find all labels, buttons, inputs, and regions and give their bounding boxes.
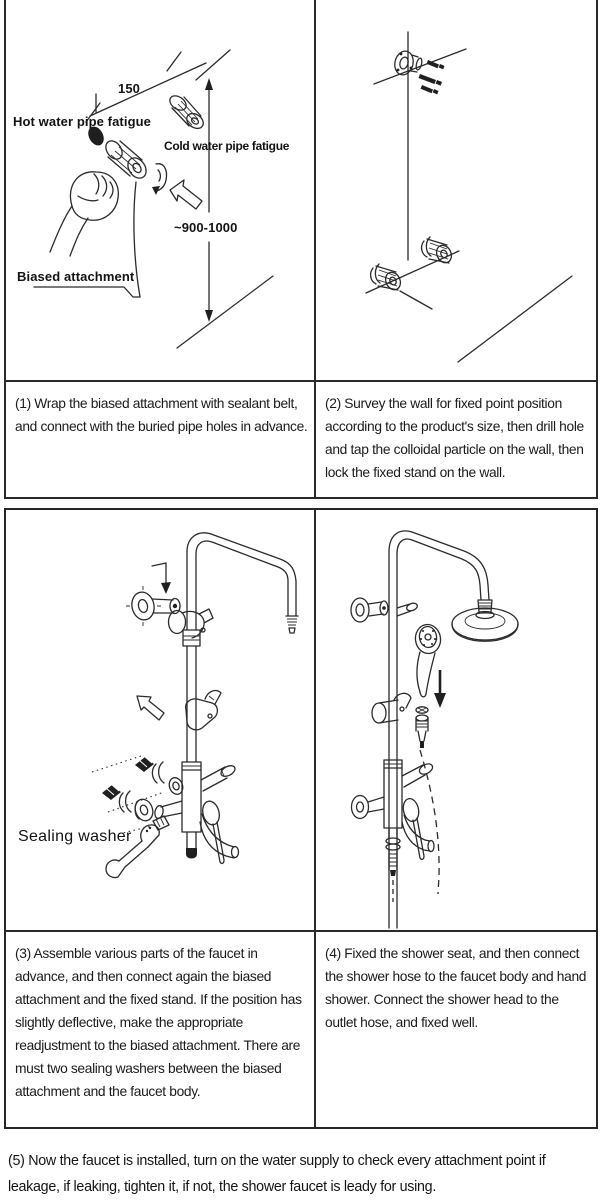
cold-pipe-fitting-drawing [167,93,206,132]
figure-step1-diagram [6,0,312,380]
figure-step2-diagram [316,0,594,380]
caption-step4: (4) Fixed the shower seat, and then connect the shower hose to the faucet body and hand shower. Connect the shower head to the outlet hose, and fixed well. [325,946,587,1030]
floor-line [458,276,572,362]
hex-key-arrow-icon [152,563,171,594]
hand-shower-drawing [414,623,443,697]
down-arrow-icon [434,670,446,708]
caption-step5: (5) Now the faucet is installed, turn on the water supply to check every attachment point if leakage, if leaking, tighten it, if not, the shower faucet is leady for using. [8,1153,546,1195]
wall-flange-drawing [351,598,388,622]
figure-step4-cell [314,510,596,930]
buried-pipe-fittings-drawing [371,237,455,292]
figure-step2-cell [314,0,596,380]
caption-step4-cell [314,930,596,1127]
dimension-150-label: 150 [118,81,140,96]
caption-step3-cell [6,930,314,1127]
caption-step2: (2) Survey the wall for fixed point position according to the product's size, then drill hole and tap the colloidal particle on the wall, then lock the fixed stand on the wall. [325,396,584,480]
caption-step1-cell [6,380,314,497]
wall-flange-drawing [126,586,180,626]
faucet-body-drawing [154,762,239,863]
install-table-bottom [4,508,598,1129]
slider-clamp-drawing [372,693,411,723]
dimension-900-label: ~900-1000 [174,220,238,235]
hose-connector-drawing [416,707,428,748]
hand-drawing [50,172,118,256]
cold-water-pipe-label: Cold water pipe fatigue [164,139,290,153]
up-left-arrow-icon [137,696,164,720]
caption-step3: (3) Assemble various parts of the faucet in advance, and then connect again the biased attachment and the fixed stand. If the position has slightly deflective, make the appropriate readjustment to the biased attachment. There are must two sealing washers between the biased attachment and the faucet body. [15,946,302,1099]
up-left-arrow-icon [170,180,202,209]
figure-step3-diagram [6,510,312,930]
figure-step4-diagram [316,510,594,930]
caption-step1: (1) Wrap the biased attachment with sealant belt, and connect with the buried pipe holes in advance. [15,396,308,434]
riser-pipe-drawing [183,533,298,762]
riser-valve-drawing [397,602,418,616]
rotate-arrow-icon [152,164,167,195]
sealing-washer-label: Sealing washer [18,828,132,845]
hot-water-pipe-label: Hot water pipe fatigue [13,114,151,129]
faucet-body-drawing [352,760,435,902]
wall-edge-line2 [400,291,432,309]
exploded-parts-drawing [92,755,185,832]
figure-step1-cell [6,0,314,380]
shower-head-drawing [452,600,518,641]
wall-edge-line [366,251,459,293]
biased-attachment-label: Biased attachment [17,269,135,284]
biased-attachment-drawing [103,138,150,182]
slider-clamp-drawing [186,691,221,730]
floor-line [177,276,273,348]
install-table-top [4,0,598,499]
caption-step2-cell [314,380,596,497]
figure-step3-cell [6,510,314,930]
wall-diagonal-line [374,49,466,84]
dimension-150-drawing [86,52,206,122]
